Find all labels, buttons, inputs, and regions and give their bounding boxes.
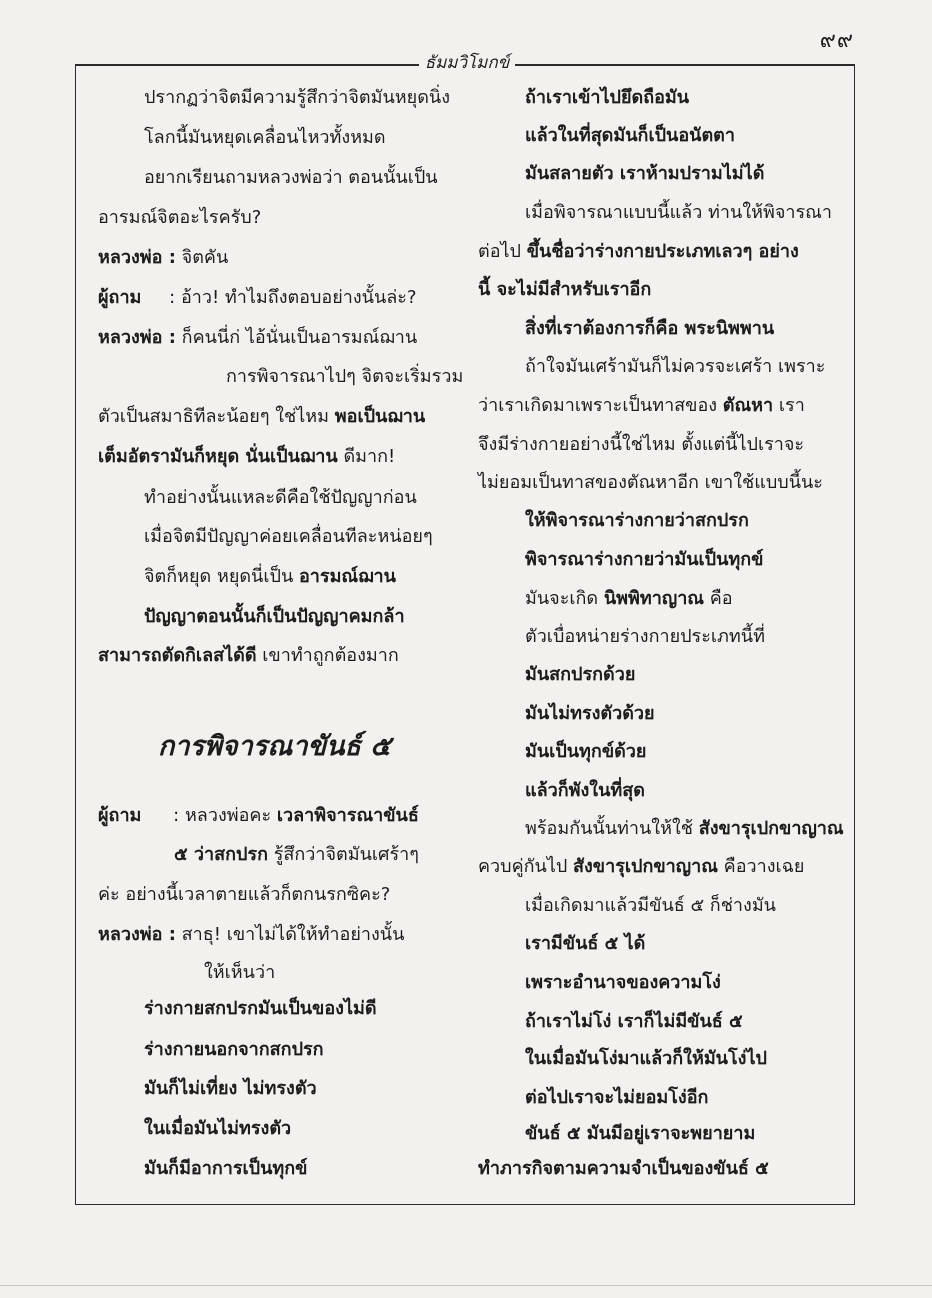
- verse-line: ขันธ์ ๕ มันมีอยู่เราจะพยายาม: [525, 1122, 756, 1144]
- text-line: อารมณ์จิตอะไรครับ?: [98, 206, 262, 228]
- page-number: ๙๙: [819, 28, 854, 53]
- verse-line: มันก็ไม่เที่ยง ไม่ทรงตัว: [144, 1077, 317, 1099]
- text-line: ถ้าใจมันเศร้ามันก็ไม่ควรจะเศร้า เพราะ: [525, 356, 826, 378]
- emphasis: เวลาพิจารณาขันธ์: [276, 804, 419, 826]
- text-line: ๕ ว่าสกปรก รู้สึกว่าจิตมันเศร้าๆ: [174, 844, 419, 866]
- verse-line: สิ่งที่เราต้องการก็คือ พระนิพพาน: [525, 318, 775, 340]
- dialogue-line: [98, 922, 404, 948]
- dialogue-text: : อ้าว! ทำไมถึงตอบอย่างนั้นล่ะ?: [169, 286, 417, 308]
- text-line: ให้เห็นว่า: [204, 961, 276, 983]
- text-line: ต่อไป ขึ้นชื่อว่าร่างกายประเภทเลวๆ อย่าง: [478, 240, 799, 262]
- emphasis: พอเป็นฌาน: [334, 406, 426, 428]
- section-heading: การพิจารณาขันธ์ ๕: [158, 730, 391, 762]
- text-line: ไม่ยอมเป็นทาสของตัณหาอีก เขาใช้แบบนี้นะ: [478, 472, 823, 494]
- emphasis: นิพพิทาญาณ: [603, 587, 705, 609]
- speaker-label: ผู้ถาม: [98, 286, 142, 308]
- text-line: อยากเรียนถามหลวงพ่อว่า ตอนนั้นเป็น: [144, 166, 438, 188]
- verse-line: ถ้าเราไม่โง่ เราก็ไม่มีขันธ์ ๕: [525, 1010, 743, 1032]
- verse-line: แล้วก็พังในที่สุด: [525, 779, 645, 801]
- verse-line: เพราะอำนาจของความโง่: [525, 971, 721, 993]
- verse-line: ให้พิจารณาร่างกายว่าสกปรก: [525, 510, 749, 532]
- text-line: ปรากฏว่าจิตมีความรู้สึกว่าจิตมันหยุดนิ่ง: [144, 87, 450, 109]
- text-line: ทำอย่างนั้นแหละดีคือใช้ปัญญาก่อน: [144, 486, 417, 508]
- dialogue-line: [98, 325, 417, 351]
- speaker-label: ผู้ถาม: [98, 804, 142, 826]
- text-line: ค่ะ อย่างนี้เวลาตายแล้วก็ตกนรกซิคะ?: [98, 884, 391, 906]
- dialogue-line: [98, 285, 417, 311]
- text-line: จิตก็หยุด หยุดนี่เป็น อารมณ์ฌาน: [144, 565, 396, 587]
- speaker-label: หลวงพ่อ :: [98, 924, 176, 946]
- verse-line: ถ้าเราเข้าไปยึดถือมัน: [525, 86, 690, 108]
- verse-line: มันสลายตัว เราห้ามปรามไม่ได้: [525, 163, 765, 185]
- dialogue-text: ก็คนนี่ก่ ไอ้นั่นเป็นอารมณ์ฌาน: [181, 326, 418, 348]
- text-line: เมื่อจิตมีปัญญาค่อยเคลื่อนทีละหน่อยๆ: [144, 525, 433, 547]
- emphasis: ๕ ว่าสกปรก: [174, 844, 268, 866]
- verse-line: มันเป็นทุกข์ด้วย: [525, 741, 647, 763]
- emphasis: ขึ้นชื่อว่าร่างกายประเภทเลวๆ อย่าง: [526, 240, 799, 262]
- dialogue-line: [98, 245, 228, 271]
- verse-line: มันก็มีอาการเป็นทุกข์: [144, 1158, 308, 1179]
- speaker-label: หลวงพ่อ :: [98, 326, 176, 348]
- text-line: โลกนี้มันหยุดเคลื่อนไหวทั้งหมด: [144, 127, 386, 149]
- verse-line: ในเมื่อมันโง่มาแล้วก็ให้มันโง่ไป: [525, 1048, 767, 1070]
- verse-line: มันสกปรกด้วย: [525, 664, 636, 686]
- verse-line: ปัญญาตอนนั้นก็เป็นปัญญาคมกล้า: [144, 606, 405, 628]
- text-line: ควบคู่กันไป สังขารุเปกขาญาณ คือวางเฉย: [478, 856, 805, 878]
- verse-line: ร่างกายนอกจากสกปรก: [144, 1038, 324, 1060]
- page-edge-line: [0, 1285, 932, 1286]
- text-frame: [75, 64, 855, 1205]
- text-line: ว่าเราเกิดมาเพราะเป็นทาสของ ตัณหา เรา: [478, 394, 805, 416]
- running-head: ธัมมวิโมกข์: [419, 49, 515, 76]
- verse-line: ในเมื่อมันไม่ทรงตัว: [144, 1117, 292, 1139]
- speaker-label: หลวงพ่อ :: [98, 246, 176, 268]
- verse-line: แล้วในที่สุดมันก็เป็นอนัตตา: [525, 125, 735, 147]
- verse-line: นี้ จะไม่มีสำหรับเราอีก: [478, 279, 652, 301]
- emphasis: เต็มอัตรามันก็หยุด นั่นเป็นฌาน: [98, 446, 338, 468]
- text-line: สามารถตัดกิเลสได้ดี เขาทำถูกต้องมาก: [98, 645, 399, 667]
- verse-line: เรามีขันธ์ ๕ ได้: [525, 933, 646, 955]
- emphasis: สังขารุเปกขาญาณ: [698, 817, 844, 839]
- text-line: มันจะเกิด นิพพิทาญาณ คือ: [525, 587, 733, 609]
- text-line: การพิจารณาไปๆ จิตจะเริ่มรวม: [226, 366, 464, 388]
- verse-line: ร่างกายสกปรกมันเป็นของไม่ดี: [144, 998, 377, 1020]
- emphasis: สังขารุเปกขาญาณ: [573, 856, 718, 878]
- verse-line: ต่อไปเราจะไม่ยอมโง่อีก: [525, 1087, 709, 1109]
- emphasis: อารมณ์ฌาน: [298, 565, 396, 587]
- text-line: เต็มอัตรามันก็หยุด นั่นเป็นฌาน ดีมาก!: [98, 446, 396, 468]
- verse-line: ทำภารกิจตามความจำเป็นของขันธ์ ๕: [478, 1158, 769, 1179]
- text-line: ตัวเป็นสมาธิทีละน้อยๆ ใช่ไหม พอเป็นฌาน: [98, 406, 426, 428]
- text-line: พร้อมกันนั้นท่านให้ใช้ สังขารุเปกขาญาณ: [525, 817, 844, 839]
- text-line: จึงมีร่างกายอย่างนี้ใช่ไหม ตั้งแต่นี้ไปเราจะ: [478, 433, 805, 455]
- dialogue-line: ผู้ถาม : หลวงพ่อคะ เวลาพิจารณาขันธ์: [98, 804, 419, 826]
- emphasis: สามารถตัดกิเลสได้ดี: [98, 645, 257, 667]
- verse-line: พิจารณาร่างกายว่ามันเป็นทุกข์: [525, 548, 764, 570]
- text-line: เมื่อพิจารณาแบบนี้แล้ว ท่านให้พิจารณา: [525, 201, 832, 223]
- text-line: เมื่อเกิดมาแล้วมีขันธ์ ๕ ก็ช่างมัน: [525, 895, 776, 917]
- dialogue-text: จิตคัน: [181, 246, 229, 268]
- emphasis: ตัณหา: [722, 394, 774, 416]
- verse-line: มันไม่ทรงตัวด้วย: [525, 703, 655, 725]
- dialogue-text: สาธุ! เขาไม่ได้ให้ทำอย่างนั้น: [181, 924, 405, 946]
- text-line: ตัวเบื่อหน่ายร่างกายประเภทนี้ที่: [525, 625, 765, 647]
